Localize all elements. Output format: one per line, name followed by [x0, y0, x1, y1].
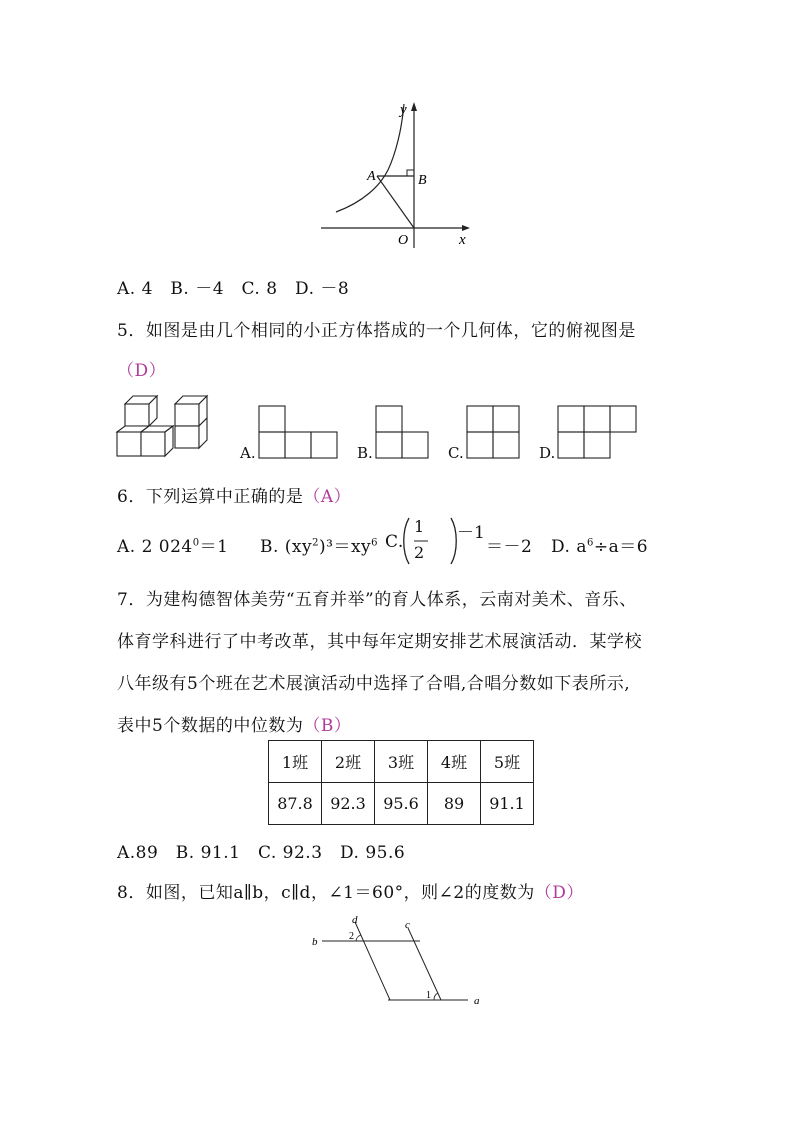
q5-option-d-label: D. [539, 444, 556, 462]
q6-opt-c-denominator: 2 [414, 543, 425, 562]
q8-stem [117, 878, 584, 903]
q7-line-3: 八年级有5个班在艺术展演活动中选择了合唱,合唱分数如下表所示, [117, 674, 631, 694]
q6-opt-c-tail: ＝－2 [486, 537, 533, 557]
y-axis-label: y [400, 102, 407, 118]
q6-option-c-parens [402, 516, 458, 566]
q6-option-d [551, 532, 648, 557]
q7-score-table [268, 740, 534, 825]
q4-options: A. 4 B. －4 C. 8 D. －8 [117, 279, 350, 299]
table-row [269, 783, 534, 825]
q6-opt-d-tail: ÷a＝6 [593, 537, 649, 557]
q6-option-b [260, 532, 378, 557]
table-row [269, 741, 534, 783]
line-b-label: b [312, 936, 318, 948]
q5-option-a-label: A. [240, 444, 256, 462]
q5-answer [117, 356, 166, 381]
q7-line-2: 体育学科进行了中考改革，其中每年定期安排艺术展演活动．某学校 [117, 632, 642, 652]
table-header-cell: 5班 [481, 741, 534, 783]
table-cell: 92.3 [322, 783, 375, 825]
q7-line-1: 7．为建构德智体美劳“五育并举”的育人体系，云南对美术、音乐、 [117, 590, 637, 610]
q6-stem [117, 482, 351, 507]
q8-answer: （D） [534, 883, 584, 903]
point-a-label: A [367, 169, 376, 184]
q4-coordinate-figure [318, 98, 478, 250]
q6-stem-text: 6．下列运算中正确的是 [117, 487, 304, 507]
angle-2-label: 2 [349, 931, 354, 942]
table-header-cell: 1班 [269, 741, 322, 783]
q5-option-d-grid [557, 405, 639, 459]
q7-options: A.89 B. 91.1 C. 92.3 D. 95.6 [117, 843, 406, 863]
q5-option-b-label: B. [357, 444, 373, 462]
q5-option-a-grid [258, 405, 340, 459]
q6-opt-b-mid: )³＝xy [319, 537, 372, 557]
x-axis-label: x [459, 232, 466, 248]
point-b-label: B [418, 173, 427, 188]
table-header-cell: 2班 [322, 741, 375, 783]
q6-opt-a-base: A. 2 024 [117, 537, 193, 557]
angle-1-label: 1 [426, 990, 431, 1001]
line-c-label: c [405, 919, 410, 931]
q5-stem: 5．如图是由几个相同的小正方体搭成的一个几何体，它的俯视图是 [117, 321, 636, 341]
q6-opt-b-base: B. (xy [260, 537, 313, 557]
q5-option-b-grid [375, 405, 431, 459]
table-header-cell: 4班 [428, 741, 481, 783]
q6-opt-c-exponent: －1 [457, 523, 485, 543]
table-cell: 91.1 [481, 783, 534, 825]
q7-line-4 [117, 711, 351, 736]
q8-parallel-lines-figure [308, 914, 493, 1008]
q5-cube-solid-figure [115, 390, 223, 462]
q8-stem-text: 8．如图，已知a∥b，c∥d，∠1＝60°，则∠2的度数为 [117, 883, 535, 903]
q5-option-c-grid [466, 405, 522, 459]
table-cell: 89 [428, 783, 481, 825]
line-d-label: d [352, 914, 358, 926]
table-header-cell: 3班 [375, 741, 428, 783]
table-cell: 87.8 [269, 783, 322, 825]
origin-label: O [398, 233, 409, 248]
q5-answer-letter: D [134, 361, 149, 381]
q6-opt-b-exp: 2 [312, 537, 319, 549]
q6-opt-b-exp2: 6 [371, 537, 379, 549]
line-a-label: a [474, 995, 480, 1007]
q6-answer: （A） [303, 487, 352, 507]
q5-option-c-label: C. [448, 444, 464, 462]
q6-option-c-label: C. [385, 532, 404, 552]
q6-opt-c-numerator: 1 [414, 517, 425, 536]
q7-answer: （B） [303, 716, 352, 736]
q6-opt-a-exp: 0 [192, 537, 200, 549]
q5-answer-close: ） [148, 361, 167, 381]
q5-answer-open: （ [117, 361, 135, 381]
q6-opt-d-exp: 6 [586, 537, 594, 549]
q7-line-4-text: 表中5个数据的中位数为 [117, 716, 304, 736]
q6-opt-d-base: D. a [551, 537, 587, 557]
table-cell: 95.6 [375, 783, 428, 825]
q6-opt-a-tail: ＝1 [199, 537, 229, 557]
q6-option-a [117, 532, 228, 557]
